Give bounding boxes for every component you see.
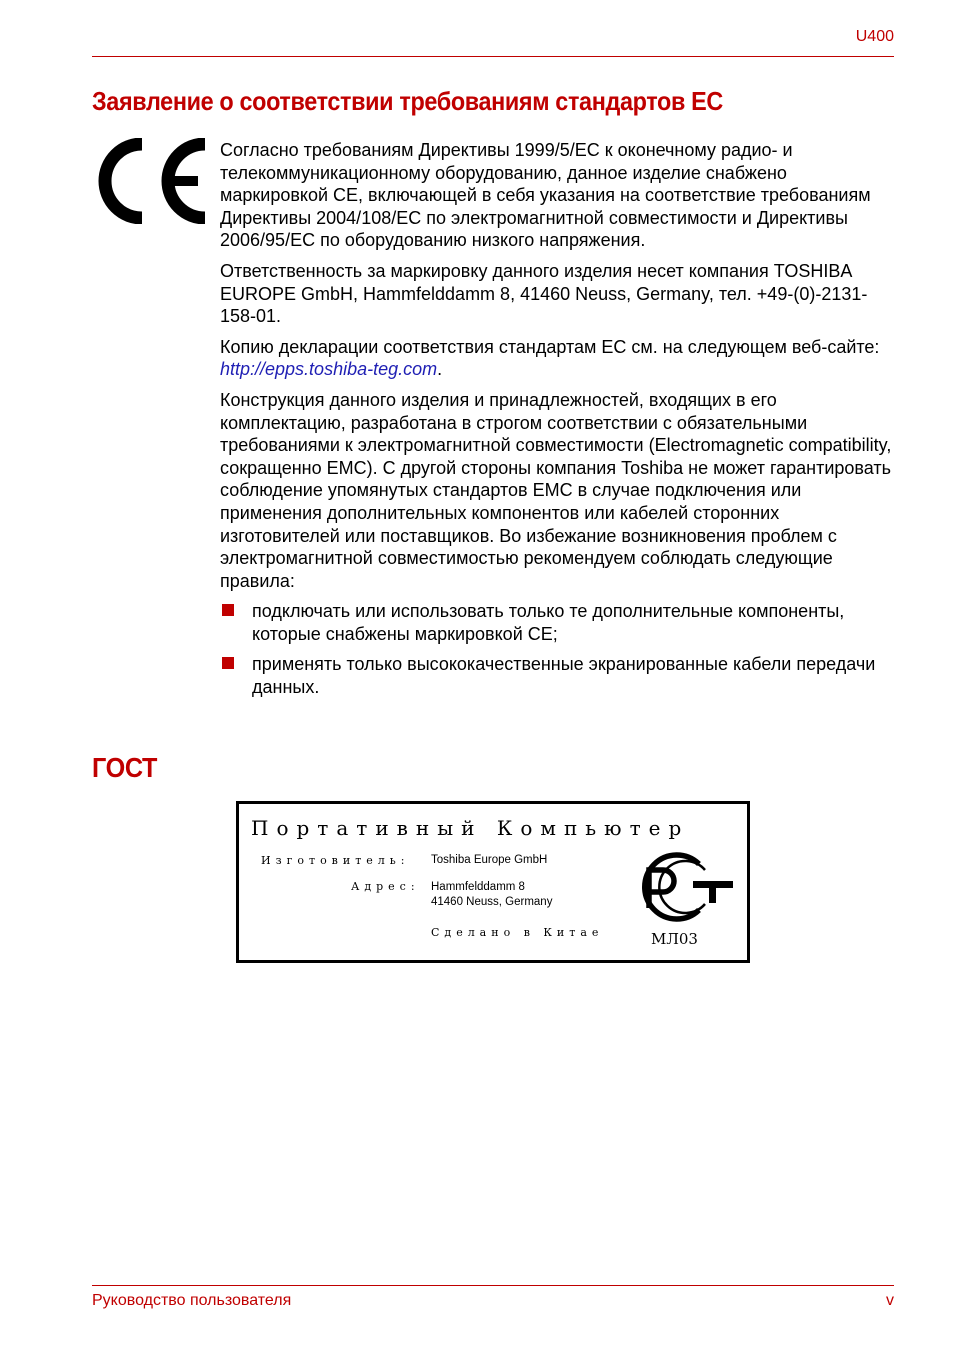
gost-rst-logo: [625, 850, 733, 924]
ce-paragraph-emc: Конструкция данного изделия и принадлежностей, входящих в его комплектацию, разработана в строгом соответствии с обязательными требованиями к электромагнитной совместимости (Electromagnetic compatibility, сокращенно EMC). С другой стороны компания Toshiba не может гарантировать соблюдение упомянутых стандартов EMC в случае подключения или применения дополнительных компонентов или кабелей сторонних изготовителей или поставщиков. Во избежание возникновения проблем с электромагнитной совместимостью рекомендуем соблюдать следующие правила:: [220, 389, 892, 591]
footer-manual-title: Руководство пользователя: [92, 1292, 292, 1309]
made-in-label: Сделано в Китае: [431, 926, 604, 939]
gost-cert-code: МЛ03: [651, 930, 698, 948]
declaration-website-link[interactable]: http://epps.toshiba-teg.com: [220, 359, 438, 380]
website-suffix: .: [437, 359, 443, 380]
address-line-2: 41460 Neuss, Germany: [431, 896, 553, 908]
address-line-1: Hammfelddamm 8: [431, 881, 525, 893]
ce-paragraph-responsibility: Ответственность за маркировку данного изделия несет компания TOSHIBA EUROPE GmbH, Hammfelddamm 8, 41460 Neuss, Germany, тел. +49-(0)-2131-158-01.: [220, 260, 868, 327]
footer-page-number: v: [886, 1292, 894, 1309]
list-item-text: применять только высококачественные экранированные кабели передачи данных.: [252, 654, 876, 698]
gost-label-title: Портативный Компьютер: [251, 816, 690, 840]
list-item-text: подключать или использовать только те дополнительные компоненты, которые снабжены маркировкой CE;: [252, 601, 845, 644]
footer-rule: [92, 1285, 894, 1286]
header-rule: [92, 56, 894, 57]
ce-mark-logo: [92, 138, 212, 224]
manufacturer-label: Изготовитель:: [261, 854, 410, 867]
ce-paragraph-directives: Согласно требованиям Директивы 1999/5/EC к оконечному радио- и телекоммуникационному оборудованию, данное изделие снабжено маркировкой CE, включающей в себя указания на соответствие требованиям Директивы 2004/108/EC по электромагнитной совместимости и Директивы 2006/95/EC по оборудованию низкого напряжения.: [220, 140, 871, 251]
model-label: U400: [855, 28, 894, 45]
ce-section-heading: Заявление о соответствии требованиям стандартов ЕС: [92, 86, 723, 116]
emc-rules-list: [220, 600, 896, 698]
manufacturer-value: Toshiba Europe GmbH: [431, 854, 548, 866]
address-label: Адрес:: [351, 880, 420, 893]
website-prefix: Копию декларации соответствия стандартам ЕС см. на следующем веб-сайте:: [220, 336, 880, 357]
list-item: [220, 653, 896, 698]
ce-paragraph-website: [220, 336, 896, 381]
square-bullet-icon: [222, 604, 234, 616]
ce-body-text: [220, 139, 896, 707]
gost-label-box: [236, 801, 750, 963]
gost-section-heading: ГОСТ: [92, 752, 158, 783]
list-item: [220, 600, 896, 645]
square-bullet-icon: [222, 657, 234, 669]
